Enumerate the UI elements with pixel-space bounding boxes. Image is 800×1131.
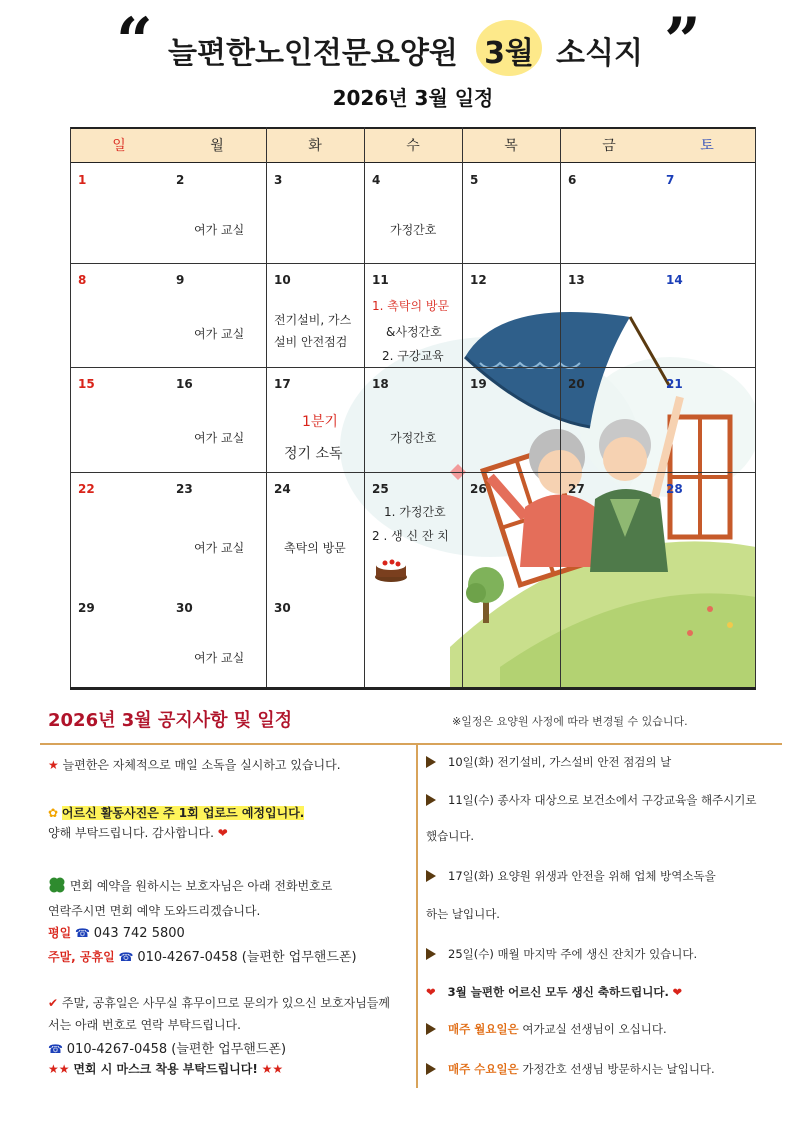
weekday-sat: 토 [700,138,714,154]
schedule-item [426,868,716,884]
day-number: 22 [78,482,95,496]
flower-icon: ✿ [48,806,59,820]
grid-line [70,263,756,264]
cake-icon [374,555,408,583]
calendar-event: 1. 가정간호 [384,505,446,519]
notice-column-divider [416,745,418,1088]
grid-line [266,127,267,690]
calendar-event: 2. 구강교육 [382,349,444,363]
calendar-event: 1분기 [302,414,338,430]
schedule-item-text: 17일(화) 요양원 위생과 안전을 위해 업체 방역소독을 [448,869,716,883]
mask-notice [48,1060,283,1077]
weekend-phone: 010-4267-0458 (늘편한 업무핸드폰) [137,950,357,965]
calendar-event: 전기설비, 가스 [274,313,352,327]
day-number: 2 [176,173,185,187]
heart-icon: ❤ [217,826,228,840]
day-number: 14 [666,273,683,287]
calendar-event: 1. 촉탁의 방문 [372,299,450,313]
calendar-event: 여가 교실 [194,431,245,445]
weekend-phone-line [48,946,357,965]
weekday-phone: 043 742 5800 [93,926,185,941]
star-icon: ★★ [261,1062,284,1076]
day-number: 16 [176,377,193,391]
day-number: 8 [78,273,87,287]
open-quote-mark: “ [116,4,153,79]
day-number: 30 [176,601,193,615]
day-number: 15 [78,377,95,391]
phone-icon: ☎ [118,950,134,964]
schedule-change-note: ※일정은 요양원 사정에 따라 변경될 수 있습니다. [452,715,688,728]
calendar-grid [70,127,756,690]
grid-line [70,127,71,690]
weekday-phone-line [48,924,185,941]
arrow-icon [426,794,436,806]
newsletter-header [0,4,800,79]
arrow-icon [426,1063,436,1075]
visit-notice [48,876,332,894]
arrow-icon [426,870,436,882]
notice-title: 2026년 3월 공지사항 및 일정 [48,710,293,731]
weekday-mon: 월 [210,138,224,154]
calendar-event: 여가 교실 [194,327,245,341]
disinfect-text: 늘편한은 자체적으로 매일 소독을 실시하고 있습니다. [62,758,341,772]
visit-notice-2 [48,902,260,919]
day-number: 5 [470,173,479,187]
facility-name: 늘편한노인전문요양원 [168,36,458,71]
calendar-event: 여가 교실 [194,541,245,555]
calendar-event: 정기 소독 [284,446,343,462]
arrow-icon [426,1023,436,1035]
schedule-item [426,792,757,808]
birthday-text: 3월 늘편한 어르신 모두 생신 축하드립니다. [447,985,669,999]
day-number: 1 [78,173,87,187]
schedule-item-cont [426,906,500,922]
monthly-calendar [70,127,756,690]
day-number: 27 [568,482,585,496]
day-number: 17 [274,377,291,391]
weekend-note-text: 주말, 공휴일은 사무실 휴무이므로 문의가 있으신 보호자님들께 [61,996,390,1010]
grid-line [364,127,365,690]
mask-text: 면회 시 마스크 착용 부탁드립니다! [73,1062,258,1076]
day-number: 19 [470,377,487,391]
day-number: 28 [666,482,683,496]
newsletter-word: 소식지 [556,36,643,71]
calendar-event: 설비 안전점검 [274,335,348,349]
weekend-label: 주말, 공휴일 [48,950,115,964]
grid-line [462,127,463,690]
birthday-wish [426,984,682,1000]
day-number: 29 [78,601,95,615]
day-number: 30 [274,601,291,615]
phone-icon: ☎ [75,926,90,940]
day-number: 18 [372,377,389,391]
calendar-event: 여가 교실 [194,651,245,665]
day-number: 6 [568,173,577,187]
day-number: 23 [176,482,193,496]
weekday-wed: 수 [406,138,420,154]
day-number: 24 [274,482,291,496]
schedule-item [426,1021,667,1037]
weekday-sun: 일 [112,138,126,154]
star-icon: ★ [48,758,59,772]
weekend-note-text: 서는 아래 번호로 연락 부탁드립니다. [48,1018,241,1032]
calendar-event: 촉탁의 방문 [284,541,346,555]
schedule-item-text: 11일(수) 종사자 대상으로 보건소에서 구강교육을 해주시기로 [448,793,757,807]
weekday-thu: 목 [504,138,518,154]
thanks-text: 양해 부탁드립니다. 감사합니다. [48,826,214,840]
day-number: 4 [372,173,381,187]
day-number: 9 [176,273,185,287]
calendar-event: 2 . 생 신 잔 치 [372,529,449,543]
day-number: 7 [666,173,675,187]
phone-icon: ☎ [48,1042,63,1056]
grid-line [560,127,561,690]
calendar-event: &사정간호 [386,325,442,339]
day-number: 21 [666,377,683,391]
day-number: 20 [568,377,585,391]
schedule-item-emphasis: 매주 월요일은 [448,1022,519,1036]
day-number: 11 [372,273,389,287]
schedule-item-text: 했습니다. [426,829,475,843]
weekday-fri: 금 [602,138,616,154]
day-number: 10 [274,273,291,287]
visit-text: 면회 예약을 원하시는 보호자님은 아래 전화번호로 [69,879,333,893]
star-icon: ★★ [48,1062,70,1076]
day-number: 26 [470,482,487,496]
day-number: 25 [372,482,389,496]
schedule-item [426,754,671,770]
day-number: 12 [470,273,487,287]
photo-notice [48,804,304,821]
calendar-event: 여가 교실 [194,223,245,237]
contact-phone: 010-4267-0458 (늘편한 업무핸드폰) [66,1042,287,1057]
notice-rule [40,743,782,745]
schedule-item-text: 여가교실 선생님이 오십니다. [518,1022,667,1036]
grid-line [755,127,756,690]
day-number: 3 [274,173,283,187]
schedule-item-cont [426,828,474,844]
schedule-item-text: 10일(화) 전기설비, 가스설비 안전 점검의 날 [448,755,672,769]
check-icon: ✔ [48,996,59,1010]
photo-thanks [48,824,228,841]
arrow-icon [426,948,436,960]
weekend-contact-phone [48,1038,286,1057]
calendar-event: 가정간호 [390,223,437,237]
schedule-item [426,946,697,962]
day-number: 13 [568,273,585,287]
schedule-subtitle: 2026년 3월 일정 [332,86,494,110]
close-quote-mark: ” [664,4,701,79]
weekend-contact-note [48,994,390,1011]
schedule-item-emphasis: 매주 수요일은 [448,1062,519,1076]
weekend-contact-note-2 [48,1016,241,1033]
month-label: 3월 [484,36,534,71]
clover-icon [48,876,66,894]
calendar-bottom-rule [70,687,756,690]
disinfect-notice [48,756,341,773]
photo-text: 어르신 활동사진은 주 1회 업로드 예정입니다. [61,806,305,820]
heart-icon: ❤ [672,985,683,999]
grid-line [70,367,756,368]
visit-text: 연락주시면 면회 예약 도와드리겠습니다. [48,904,261,918]
heart-icon: ❤ [426,985,436,999]
schedule-item-text: 하는 날입니다. [426,907,500,921]
schedule-item [426,1061,715,1077]
schedule-item-text: 가정간호 선생님 방문하시는 날입니다. [518,1062,715,1076]
weekday-label: 평일 [48,926,72,940]
grid-line [70,472,756,473]
arrow-icon [426,756,436,768]
weekday-tue: 화 [308,138,322,154]
schedule-item-text: 25일(수) 매월 마지막 주에 생신 잔치가 있습니다. [448,947,698,961]
calendar-event: 가정간호 [390,431,437,445]
